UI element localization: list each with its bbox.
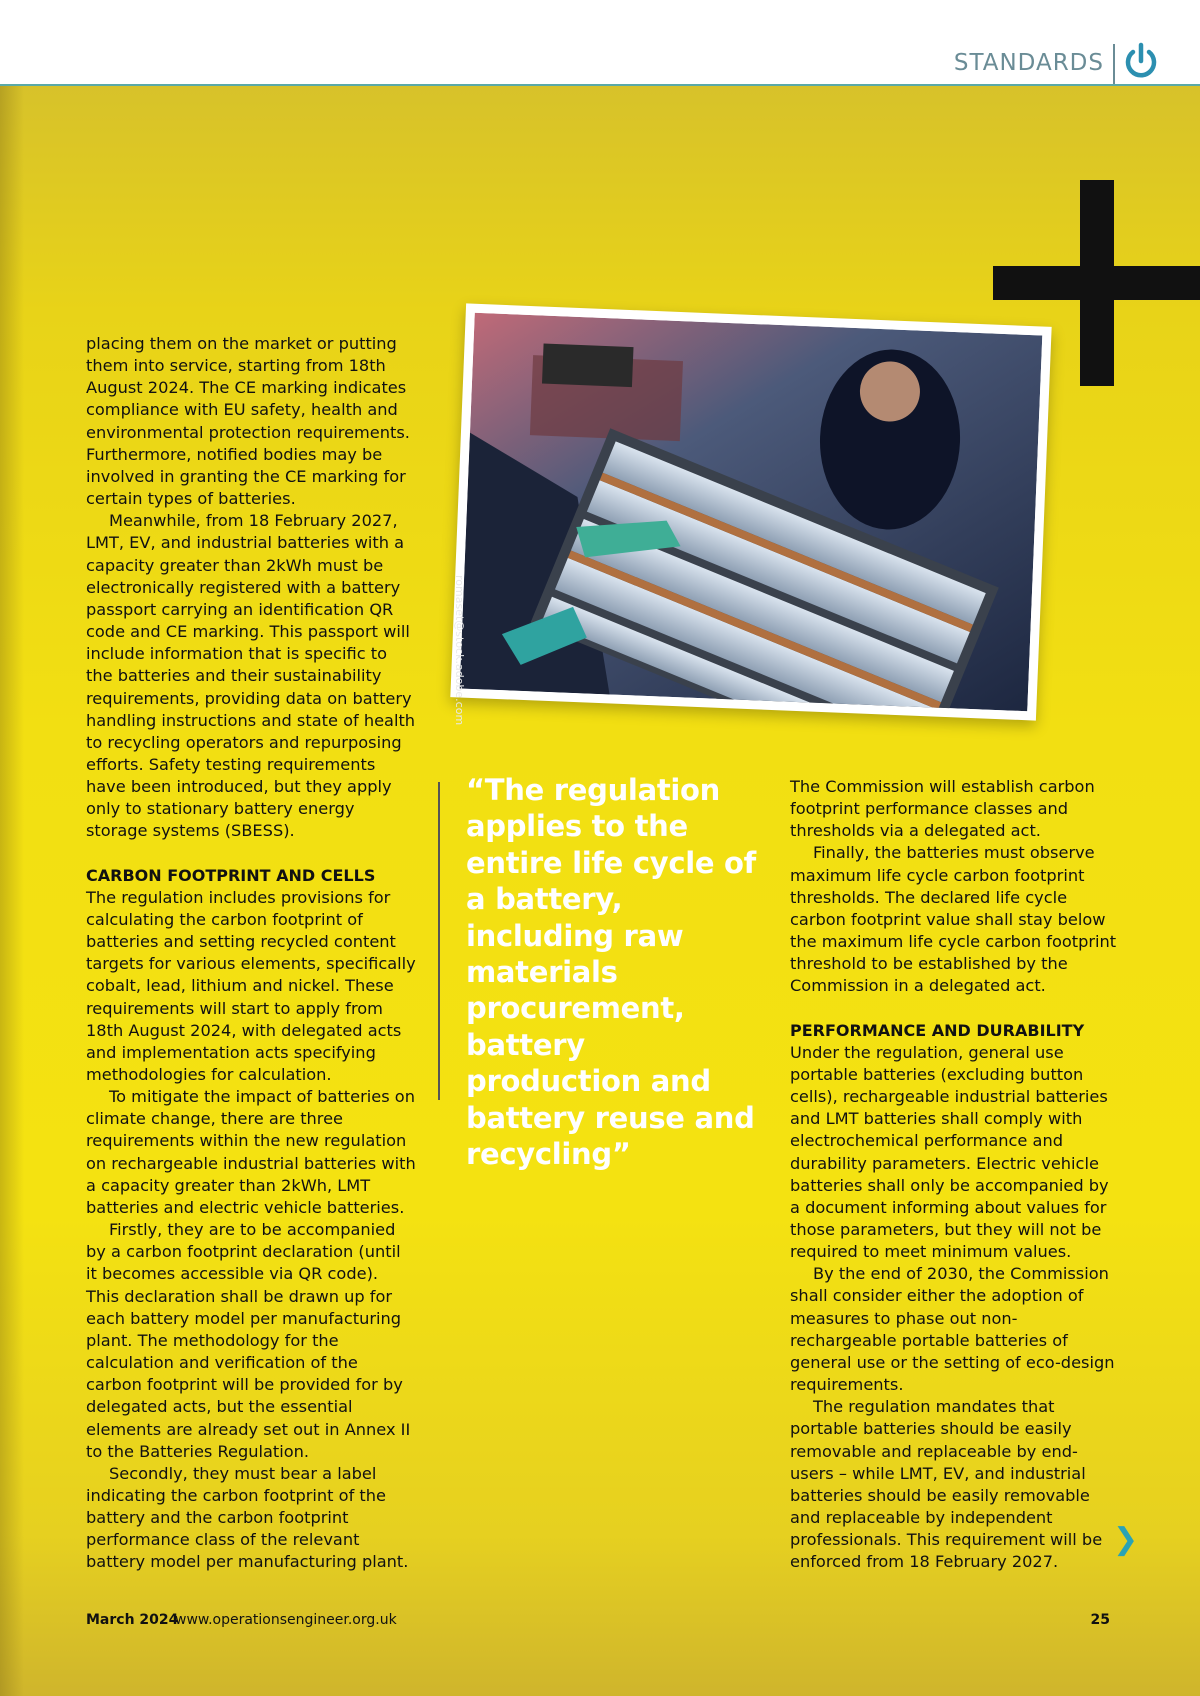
page-number: 25 (1090, 1612, 1110, 1628)
footer-url[interactable]: www.operationsengineer.org.uk (175, 1612, 397, 1628)
photo-illustration (460, 313, 1043, 711)
section-heading: PERFORMANCE AND DURABILITY (790, 1020, 1085, 1040)
photo-credit: romaset@stock.adobe.com (453, 575, 466, 726)
body-paragraph: The regulation includes provisions for calculating the carbon footprint of batteries and setting recycled content targets for various elements, specifically cobalt, lead, lithium and nickel. These requirements will start to apply from 18th August 2024, with delegated acts and implementation acts specifying methodologies for calculation. (86, 887, 416, 1084)
body-paragraph: Firstly, they are to be accompanied by a carbon footprint declaration (until it becomes accessible via QR code). This declaration shall be drawn up for each battery model per manufacturing plant. The methodology for the calculation and verification of the carbon footprint will be provided for by delegated acts, but the essential elements are already set out in Annex II to the Batteries Regulation. (86, 1220, 411, 1461)
plus-graphic-horizontal (993, 266, 1200, 300)
pull-quote-rule (438, 782, 440, 1100)
body-paragraph: Meanwhile, from 18 February 2027, LMT, EV, and industrial batteries with a capacity greater than 2kWh must be electronically registered with a battery passport carrying an identification QR code and CE marking. This passport will include information that is specific to the batteries and their sustainability requirements, providing data on battery handling instructions and state of health to recycling operators and repurposing efforts. Safety testing requirements have been introduced, but they apply only to stationary battery energy storage systems (SBESS). (86, 511, 416, 841)
body-paragraph: Under the regulation, general use portable batteries (excluding button cells), rechargeable industrial batteries and LMT batteries shall comply with electrochemical performance and durability parameters. Electric vehicle batteries shall only be accompanied by a document informing about values for those parameters, but they will not be required to meet minimum values. (790, 1042, 1109, 1262)
right-column (790, 776, 1120, 1573)
body-paragraph: placing them on the market or putting them into service, starting from 18th August 2024. The CE marking indicates compliance with EU safety, health and environmental protection requirements. Furthermore, notified bodies may be involved in granting the CE marking for certain types of batteries. (86, 334, 410, 509)
battery-pack-photo (450, 303, 1051, 720)
section-label: STANDARDS (953, 50, 1104, 76)
body-paragraph: Finally, the batteries must observe maximum life cycle carbon footprint thresholds. The declared life cycle carbon footprint value shall stay below the maximum life cycle carbon footprint threshold to be established by the Commission in a delegated act. (790, 843, 1117, 996)
chevron-right-icon[interactable]: ❯ (1113, 1522, 1139, 1557)
left-column (86, 333, 416, 1574)
body-paragraph: By the end of 2030, the Commission shall consider either the adoption of measures to phase out non-rechargeable portable batteries of general use or the setting of eco-design requirements. (790, 1264, 1115, 1395)
page-fold-shadow (0, 86, 24, 1696)
body-paragraph: Secondly, they must bear a label indicating the carbon footprint of the battery and the carbon footprint performance class of the relevant battery model per manufacturing plant. (86, 1463, 409, 1572)
body-paragraph: The Commission will establish carbon footprint performance classes and thresholds via a delegated act. (790, 777, 1095, 841)
section-heading: CARBON FOOTPRINT AND CELLS (86, 865, 376, 885)
body-paragraph: The regulation mandates that portable batteries should be easily removable and replaceable by end-users – while LMT, EV, and industrial batteries should be easily removable and replaceable by independent professionals. This requirement will be enforced from 18 February 2027. (790, 1397, 1103, 1572)
body-paragraph: To mitigate the impact of batteries on climate change, there are three requirements within the new regulation on rechargeable industrial batteries with a capacity greater than 2kWh, LMT batteries and electric vehicle batteries. (86, 1087, 416, 1217)
power-icon (1122, 42, 1160, 82)
footer-date: March 2024 (86, 1612, 179, 1628)
pull-quote: “The regulation applies to the entire life cycle of a battery, including raw materials procurement, battery production and battery reuse and recycling” (466, 773, 756, 1172)
header-divider (1113, 44, 1115, 84)
